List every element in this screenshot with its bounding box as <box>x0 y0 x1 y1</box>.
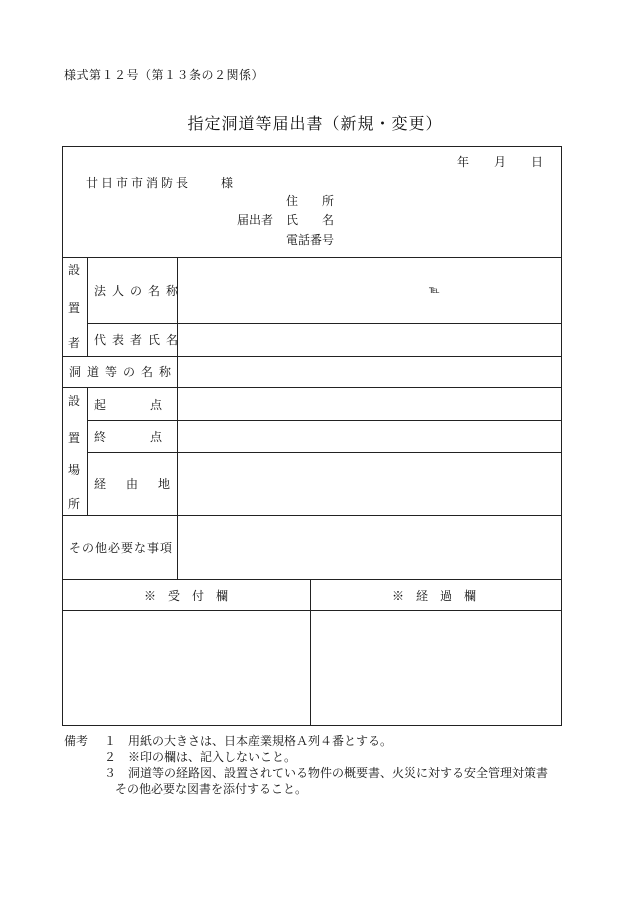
date-day-label: 日 <box>531 155 544 169</box>
column-divider <box>87 387 88 515</box>
location-label-3: 場 <box>68 463 81 477</box>
start-point-field[interactable] <box>178 388 561 420</box>
note-text: ※印の欄は、記入しないこと。 <box>128 750 297 764</box>
other-required-field[interactable] <box>178 516 561 579</box>
tunnel-name-label: 洞道等の名称 <box>69 365 178 379</box>
rep-name-label: 代表者氏名 <box>94 333 185 347</box>
address-label: 住 所 <box>286 194 335 208</box>
rep-name-field[interactable] <box>178 324 561 356</box>
reception-area <box>63 611 310 725</box>
notes-heading: 備考 <box>64 734 89 748</box>
note-text: その他必要な図書を添付すること。 <box>115 782 308 796</box>
note-2 <box>64 749 548 765</box>
progress-column-label: ※ 経 過 欄 <box>392 589 477 603</box>
location-label-1: 設 <box>68 394 81 408</box>
date-year-label: 年 <box>457 155 470 169</box>
note-text: 用紙の大きさは、日本産業規格Ａ列４番とする。 <box>128 734 393 748</box>
column-divider <box>87 257 88 356</box>
date-month-label: 月 <box>494 155 507 169</box>
progress-area <box>311 611 561 725</box>
note-3-continuation <box>64 781 548 797</box>
document-title: 指定洞道等届出書（新規・変更） <box>187 114 443 133</box>
location-label-2: 置 <box>68 431 81 445</box>
other-required-label: その他必要な事項 <box>69 541 174 555</box>
installer-label-3: 者 <box>68 336 81 350</box>
note-1 <box>64 733 548 749</box>
phone-label: 電話番号 <box>286 233 335 247</box>
location-label-4: 所 <box>68 497 81 511</box>
name-label: 氏 名 <box>286 213 335 227</box>
tel-label: ℡ <box>429 285 440 296</box>
installer-label-2: 置 <box>68 301 81 315</box>
via-point-field[interactable] <box>178 453 561 515</box>
end-point-field[interactable] <box>178 421 561 452</box>
notifier-label: 届出者 <box>237 213 274 227</box>
corp-name-field[interactable] <box>178 258 561 323</box>
note-number: ２ <box>104 750 117 764</box>
addressee: 廿日市市消防長 様 <box>86 176 237 190</box>
note-number: １ <box>104 734 117 748</box>
note-3 <box>64 765 548 781</box>
notes-section <box>64 733 548 797</box>
installer-label-1: 設 <box>68 263 81 277</box>
row-divider <box>62 579 562 580</box>
note-text: 洞道等の経路図、設置されている物件の概要書、火災に対する安全管理対策書 <box>128 766 549 780</box>
end-point-label: 終 点 <box>94 430 165 444</box>
start-point-label: 起 点 <box>94 398 165 412</box>
via-point-label: 経 由 地 <box>94 477 175 491</box>
corp-name-label: 法人の名称 <box>94 284 185 298</box>
form-number: 様式第１２号（第１３条の２関係） <box>64 68 265 82</box>
tunnel-name-field[interactable] <box>178 357 561 387</box>
note-number: ３ <box>104 766 117 780</box>
reception-column-label: ※ 受 付 欄 <box>144 589 229 603</box>
